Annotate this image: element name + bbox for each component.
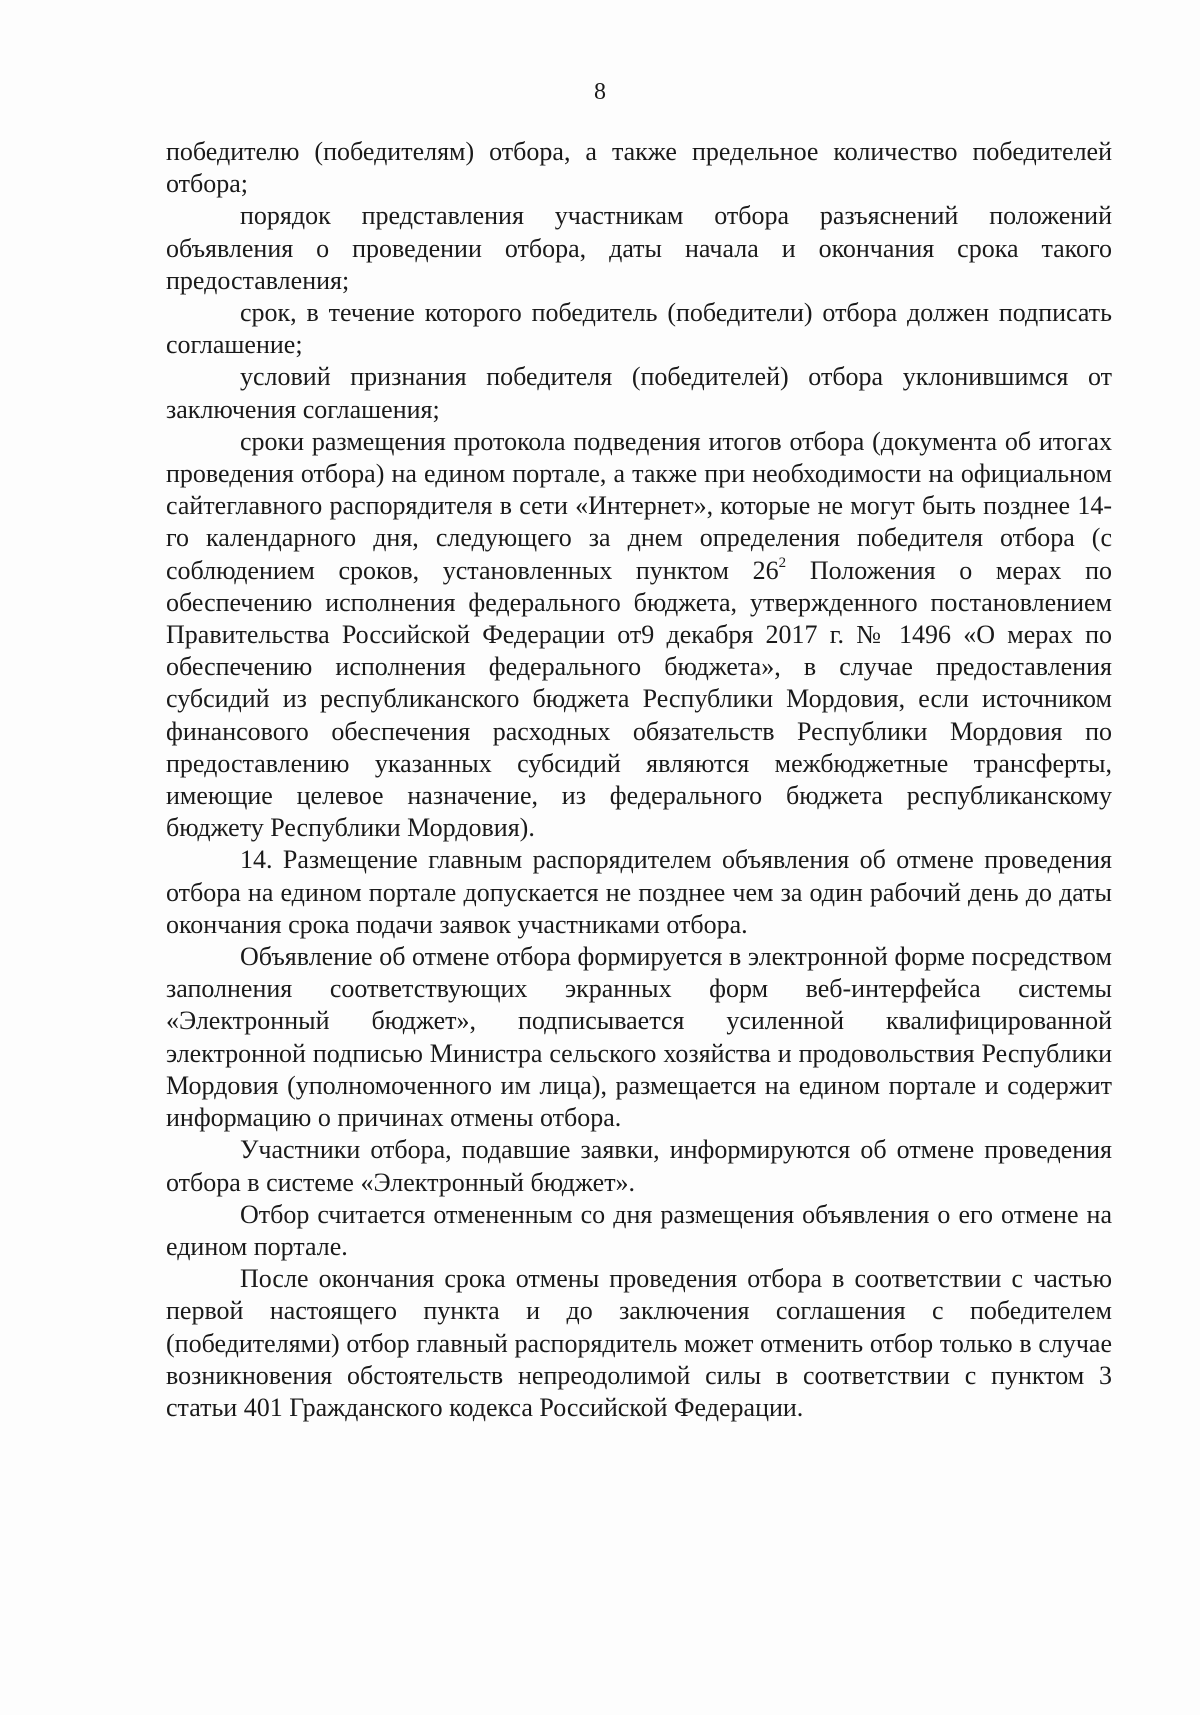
- paragraph-item-14-cancellation: 14. Размещение главным распорядителем объявления об отмене проведения отбора на едином портале допускается не позднее чем за один рабочий день до даты окончания срока подачи заявок участниками отбора.: [166, 845, 1112, 939]
- paragraph-cancellation-date: Отбор считается отмененным со дня размещения объявления о его отмене на едином портале.: [166, 1199, 1112, 1261]
- page-number: 8: [594, 79, 606, 105]
- protocol-terms-text-end: Положения о мерах по обеспечению исполнения федерального бюджета, утвержденного постановлением Правительства Российской Федерации от9 декабря 2017 г. № 1496 «О мерах по обеспечению исполнения федерального бюджета», в случае предоставления субсидий из республиканского бюджета Республики Мордовия, если источником финансового обеспечения расходных обязательств Республики Мордовия по предоставлению указанных субсидий являются межбюджетные трансферты, имеющие целевое назначение, из федерального бюджета республиканскому бюджету Республики Мордовия).: [166, 555, 1112, 843]
- paragraph-protocol-terms: [166, 426, 1112, 845]
- paragraph-signing-term: срок, в течение которого победитель (победители) отбора должен подписать соглашение;: [166, 298, 1112, 360]
- paragraph-clarifications: порядок представления участникам отбора разъяснений положений объявления о проведении отбора, даты начала и окончания срока такого предоставления;: [166, 201, 1112, 295]
- protocol-terms-text-start: сроки размещения протокола подведения итогов отбора (документа об итогах проведения отбора) на едином портале, а также при необходимости на официальном сайтеглавного распорядителя в сети «Интернет», которые не могут быть позднее 14-го календарного дня, следующего за днем определения победителя отбора (с соблюдением сроков, установленных пунктом 26: [166, 426, 1112, 585]
- paragraph-participants-informed: Участники отбора, подавшие заявки, информируются об отмене проведения отбора в системе «Электронный бюджет».: [166, 1135, 1112, 1197]
- document-body: [166, 136, 1112, 1424]
- paragraph-winners-count: победителю (победителям) отбора, а также предельное количество победителей отбора;: [166, 137, 1112, 199]
- superscript-marker: 2: [778, 554, 787, 571]
- paragraph-cancellation-notice-form: Объявление об отмене отбора формируется в электронной форме посредством заполнения соответствующих экранных форм веб-интерфейса системы «Электронный бюджет», подписывается усиленной квалифицированной электронной подписью Министра сельского хозяйства и продовольствия Республики Мордовия (уполномоченного им лица), размещается на едином портале и содержит информацию о причинах отмены отбора.: [166, 942, 1112, 1133]
- paragraph-evasion-conditions: условий признания победителя (победителей) отбора уклонившимся от заключения соглашения;: [166, 362, 1112, 424]
- paragraph-force-majeure: После окончания срока отмены проведения отбора в соответствии с частью первой настоящего пункта и до заключения соглашения с победителем (победителями) отбор главный распорядитель может отменить отбор только в случае возникновения обстоятельств непреодолимой силы в соответствии с пунктом 3 статьи 401 Гражданского кодекса Российской Федерации.: [166, 1264, 1112, 1422]
